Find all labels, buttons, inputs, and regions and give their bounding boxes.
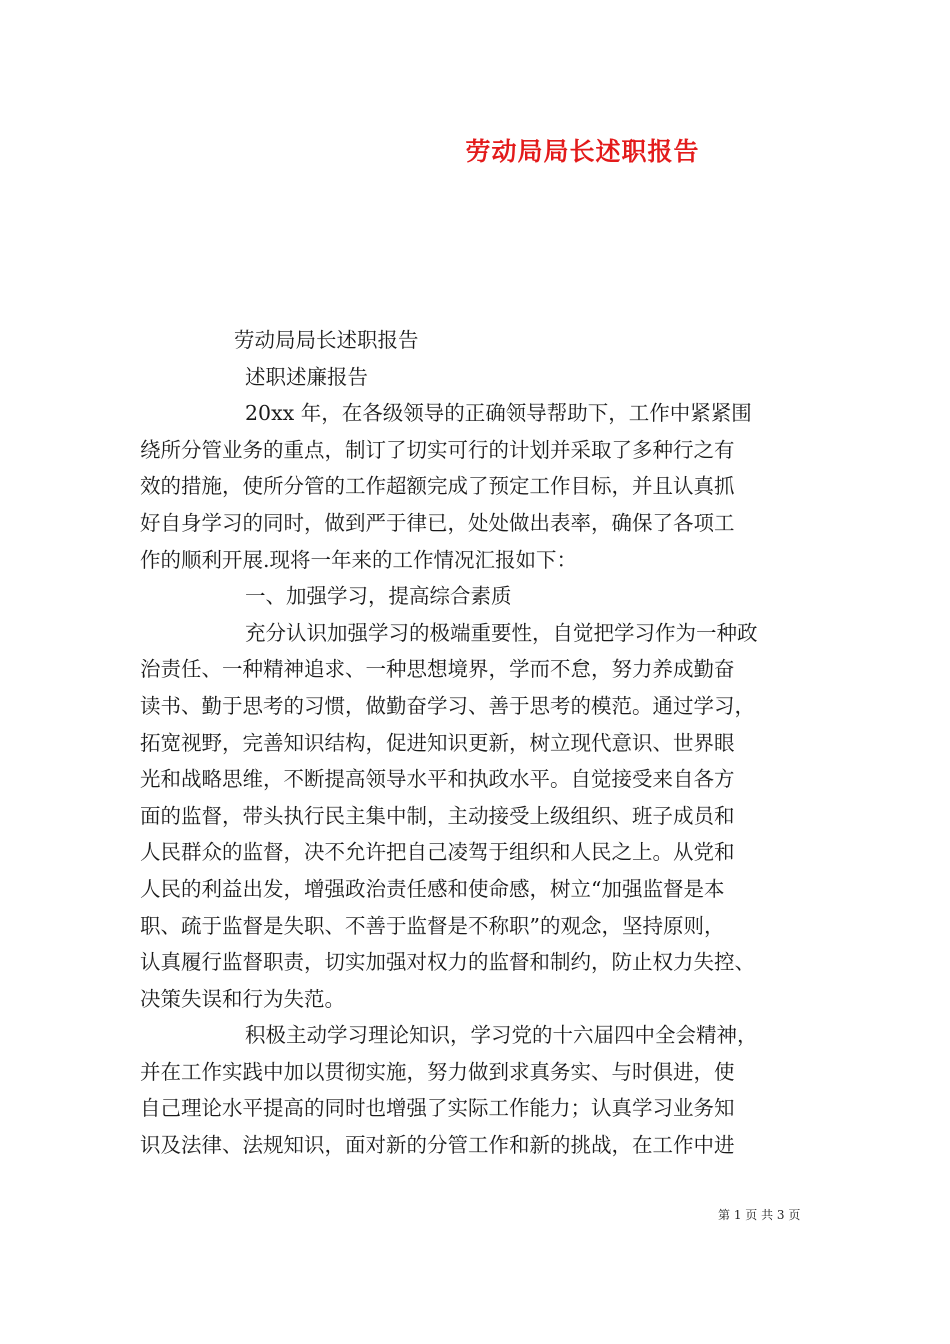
paragraph-line: 绕所分管业务的重点，制订了切实可行的计划并采取了多种行之有 bbox=[140, 437, 735, 462]
paragraph-line: 20xx 年，在各级领导的正确领导帮助下，工作中紧紧围 bbox=[245, 401, 752, 426]
paragraph-line: 效的措施，使所分管的工作超额完成了预定工作目标，并且认真抓 bbox=[140, 474, 735, 499]
paragraph-line: 好自身学习的同时，做到严于律已，处处做出表率，确保了各项工 bbox=[140, 510, 735, 535]
paragraph-line: 识及法律、法规知识，面对新的分管工作和新的挑战，在工作中进 bbox=[140, 1133, 735, 1158]
section-heading: 一、加强学习，提高综合素质 bbox=[245, 584, 512, 609]
paragraph-line: 人民的利益出发，增强政治责任感和使命感，树立“加强监督是本 bbox=[140, 876, 725, 901]
page-title: 劳动局局长述职报告 bbox=[465, 137, 700, 166]
paragraph-line: 治责任、一种精神追求、一种思想境界，学而不怠，努力养成勤奋 bbox=[140, 657, 735, 682]
paragraph-line: 人民群众的监督，决不允许把自己凌驾于组织和人民之上。从党和 bbox=[140, 840, 735, 865]
paragraph-line: 读书、勤于思考的习惯，做勤奋学习、善于思考的模范。通过学习， bbox=[140, 693, 755, 718]
paragraph-line: 积极主动学习理论知识，学习党的十六届四中全会精神， bbox=[245, 1023, 758, 1048]
paragraph-line: 充分认识加强学习的极端重要性，自觉把学习作为一种政 bbox=[245, 620, 758, 645]
paragraph-line: 决策失误和行为失范。 bbox=[140, 986, 345, 1011]
page-footer: 第 1 页 共 3 页 bbox=[718, 1208, 801, 1222]
doc-heading: 劳动局局长述职报告 bbox=[234, 328, 419, 352]
paragraph-line: 作的顺利开展.现将一年来的工作情况汇报如下： bbox=[140, 547, 578, 572]
paragraph-line: 自己理论水平提高的同时也增强了实际工作能力；认真学习业务知 bbox=[140, 1096, 735, 1121]
doc-subheading: 述职述廉报告 bbox=[245, 364, 368, 389]
paragraph-line: 面的监督，带头执行民主集中制，主动接受上级组织、班子成员和 bbox=[140, 803, 735, 828]
paragraph-line: 拓宽视野，完善知识结构，促进知识更新，树立现代意识、世界眼 bbox=[140, 730, 735, 755]
paragraph-line: 并在工作实践中加以贯彻实施，努力做到求真务实、与时俱进，使 bbox=[140, 1059, 735, 1084]
paragraph-line: 认真履行监督职责，切实加强对权力的监督和制约，防止权力失控、 bbox=[140, 950, 755, 975]
document-body bbox=[140, 322, 830, 1164]
paragraph-line: 职、疏于监督是失职、不善于监督是不称职”的观念，坚持原则， bbox=[140, 913, 725, 938]
paragraph-line: 光和战略思维，不断提高领导水平和执政水平。自觉接受来自各方 bbox=[140, 767, 735, 792]
